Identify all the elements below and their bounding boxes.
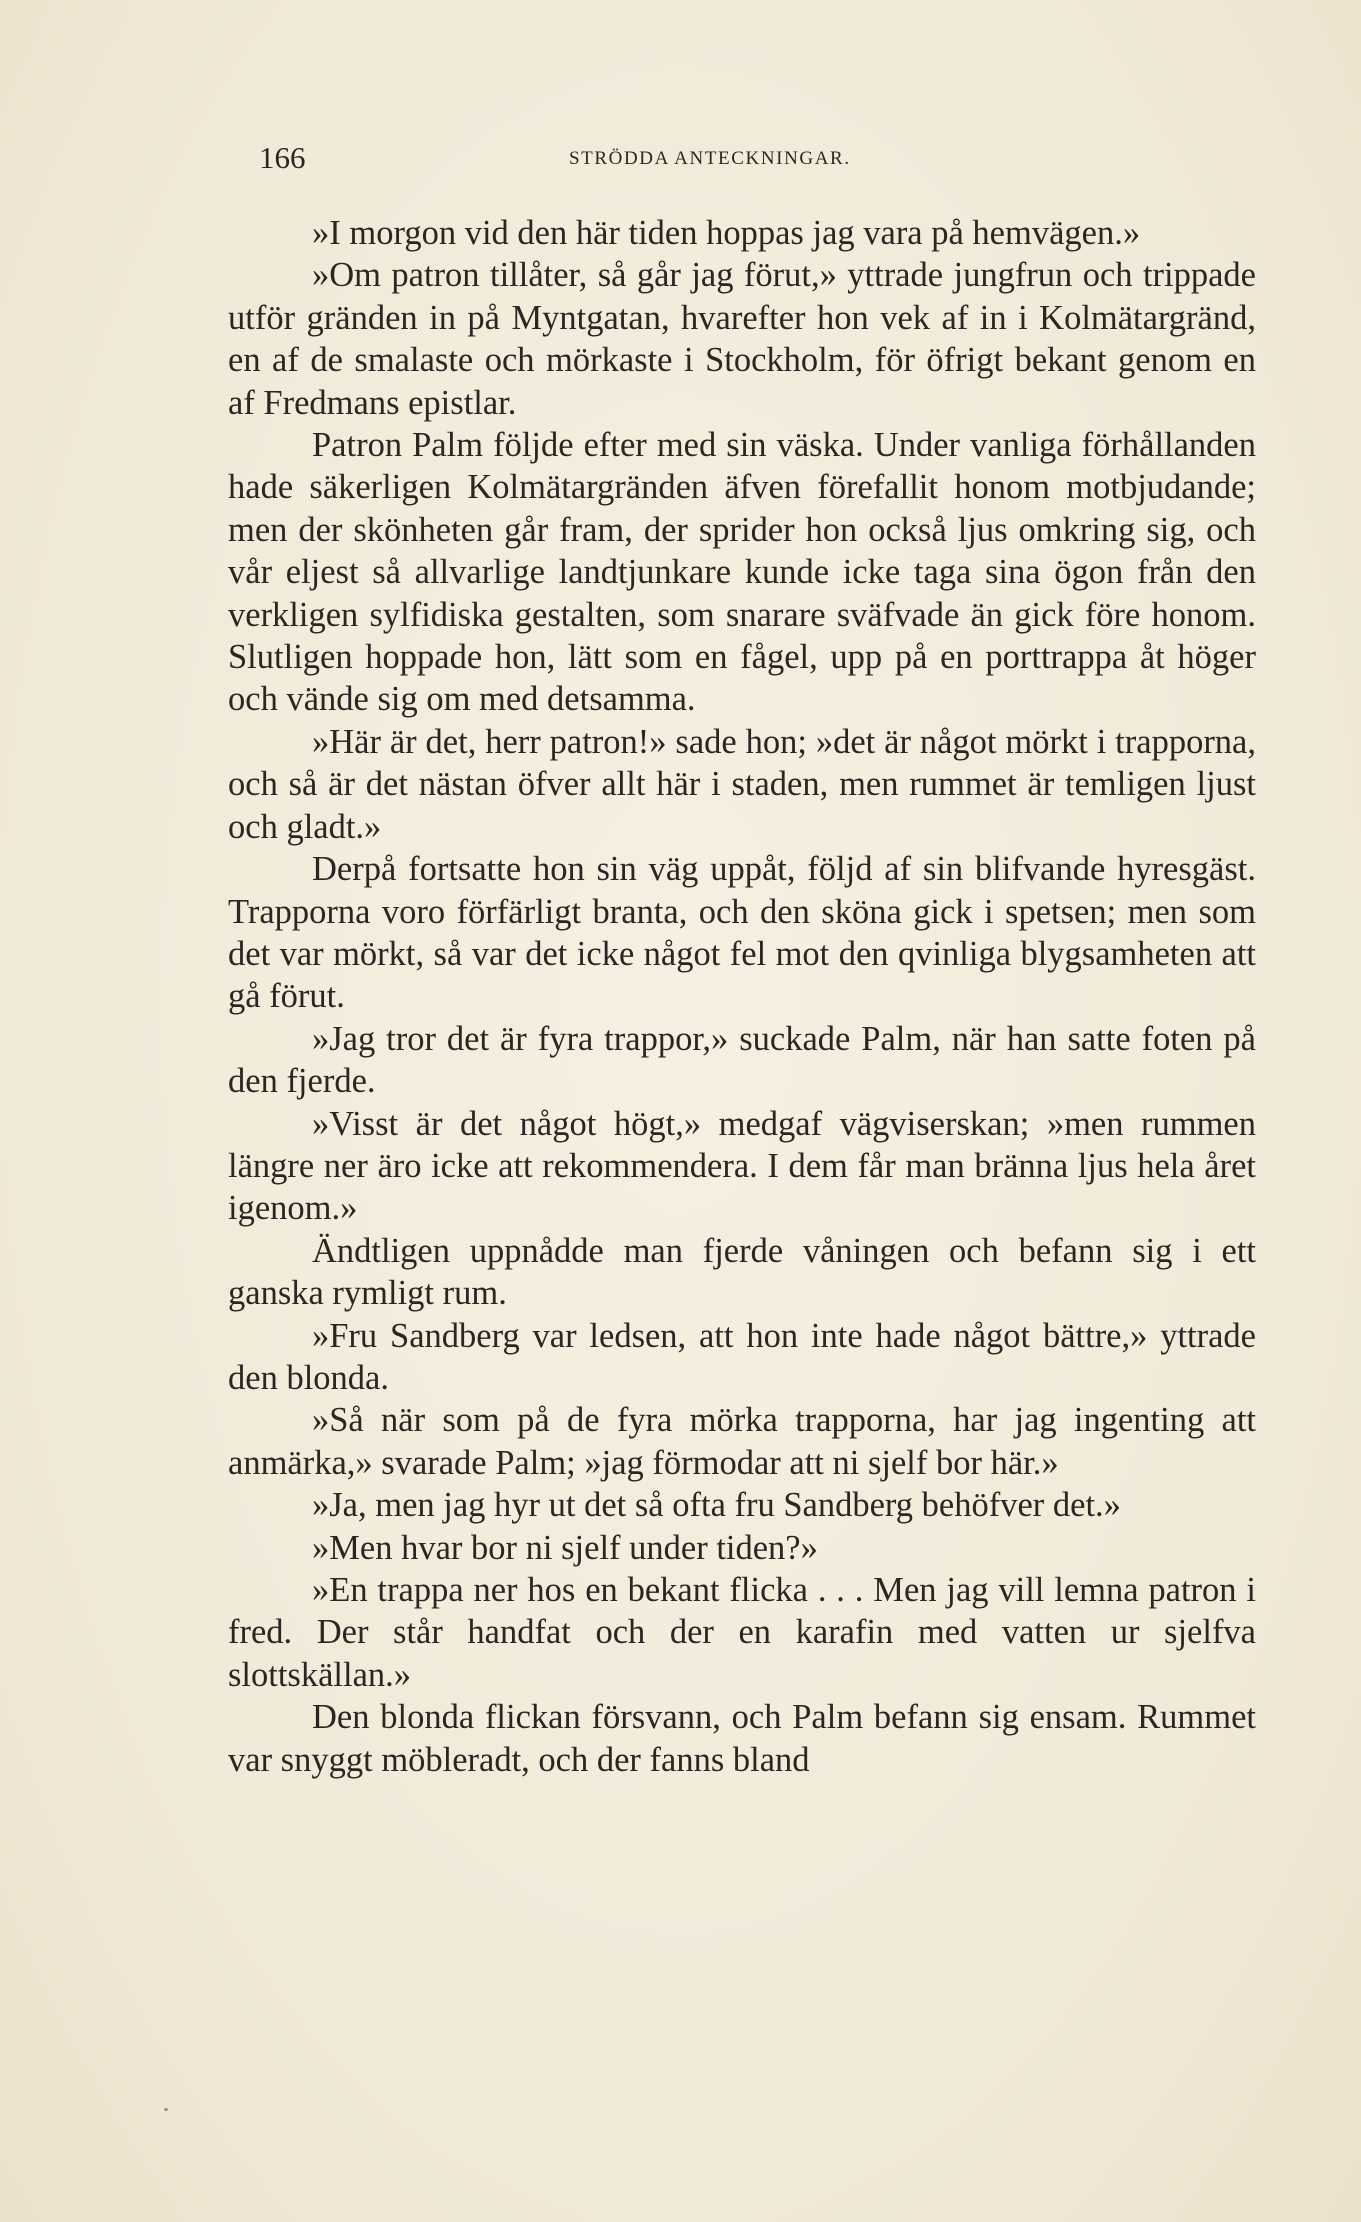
- paragraph: »Ja, men jag hyr ut det så ofta fru Sandberg behöfver det.»: [312, 1486, 1121, 1525]
- running-title: STRÖDDA ANTECKNINGAR.: [569, 148, 851, 169]
- page-number: 166: [259, 140, 306, 175]
- paragraph: Derpå fortsatte hon sin väg uppåt, följd af sin blifvande hyresgäst. Trapporna voro förfärligt branta, och den sköna gick i spetsen; men som det var mörkt, så var det icke något fel mot den qvinliga blygsamheten att gå förut.: [228, 850, 1256, 1016]
- paragraph: Den blonda flickan försvann, och Palm befann sig ensam. Rummet var snyggt möbleradt, och der fanns bland: [228, 1698, 1256, 1779]
- paragraph: »En trappa ner hos en bekant flicka . . . Men jag vill lemna patron i fred. Der står handfat och der en karafin med vatten ur sjelfva slottskällan.»: [228, 1571, 1256, 1694]
- paragraph: »Så när som på de fyra mörka trapporna, har jag ingenting att anmärka,» svarade Palm; »jag förmodar att ni sjelf bor här.»: [228, 1401, 1256, 1482]
- paper-speck: [164, 2108, 168, 2111]
- paragraph: »I morgon vid den här tiden hoppas jag vara på hemvägen.»: [312, 214, 1141, 252]
- paragraph: »Men hvar bor ni sjelf under tiden?»: [312, 1528, 818, 1567]
- paragraph: »Jag tror det är fyra trappor,» suckade Palm, när han satte foten på den fjerde.: [228, 1019, 1256, 1101]
- paragraph: »Visst är det något högt,» medgaf vägviserskan; »men rummen längre ner äro icke att rekommendera. I dem får man bränna ljus hela året igenom.»: [228, 1104, 1256, 1228]
- body-text: [228, 212, 1256, 1781]
- paragraph: Patron Palm följde efter med sin väska. Under vanliga förhållanden hade säkerligen Kolmätargränden äfven förefallit honom motbjudande; men der skönheten går fram, der sprider hon också ljus omkring sig, och vår eljest så allvarlige landtjunkare kunde icke taga sina ögon från den verkligen sylfidiska gestalten, som snarare sväfvade än gick före honom. Slutligen hoppade hon, lätt som en fågel, upp på en porttrappa åt höger och vände sig om med detsamma.: [228, 426, 1256, 719]
- paragraph: »Om patron tillåter, så går jag förut,» yttrade jungfrun och trippade utför gränden in på Myntgatan, hvarefter hon vek af in i Kolmätargränd, en af de smalaste och mörkaste i Stockholm, för öfrigt bekant genom en af Fredmans epistlar.: [228, 256, 1256, 422]
- paragraph: »Fru Sandberg var ledsen, att hon inte hade något bättre,» yttrade den blonda.: [228, 1316, 1256, 1397]
- paragraph: Ändtligen uppnådde man fjerde våningen och befann sig i ett ganska rymligt rum.: [228, 1231, 1256, 1313]
- page-header: [259, 138, 1259, 178]
- paragraph: »Här är det, herr patron!» sade hon; »det är något mörkt i trapporna, och så är det nästan öfver allt här i staden, men rummet är temligen ljust och gladt.»: [228, 722, 1256, 846]
